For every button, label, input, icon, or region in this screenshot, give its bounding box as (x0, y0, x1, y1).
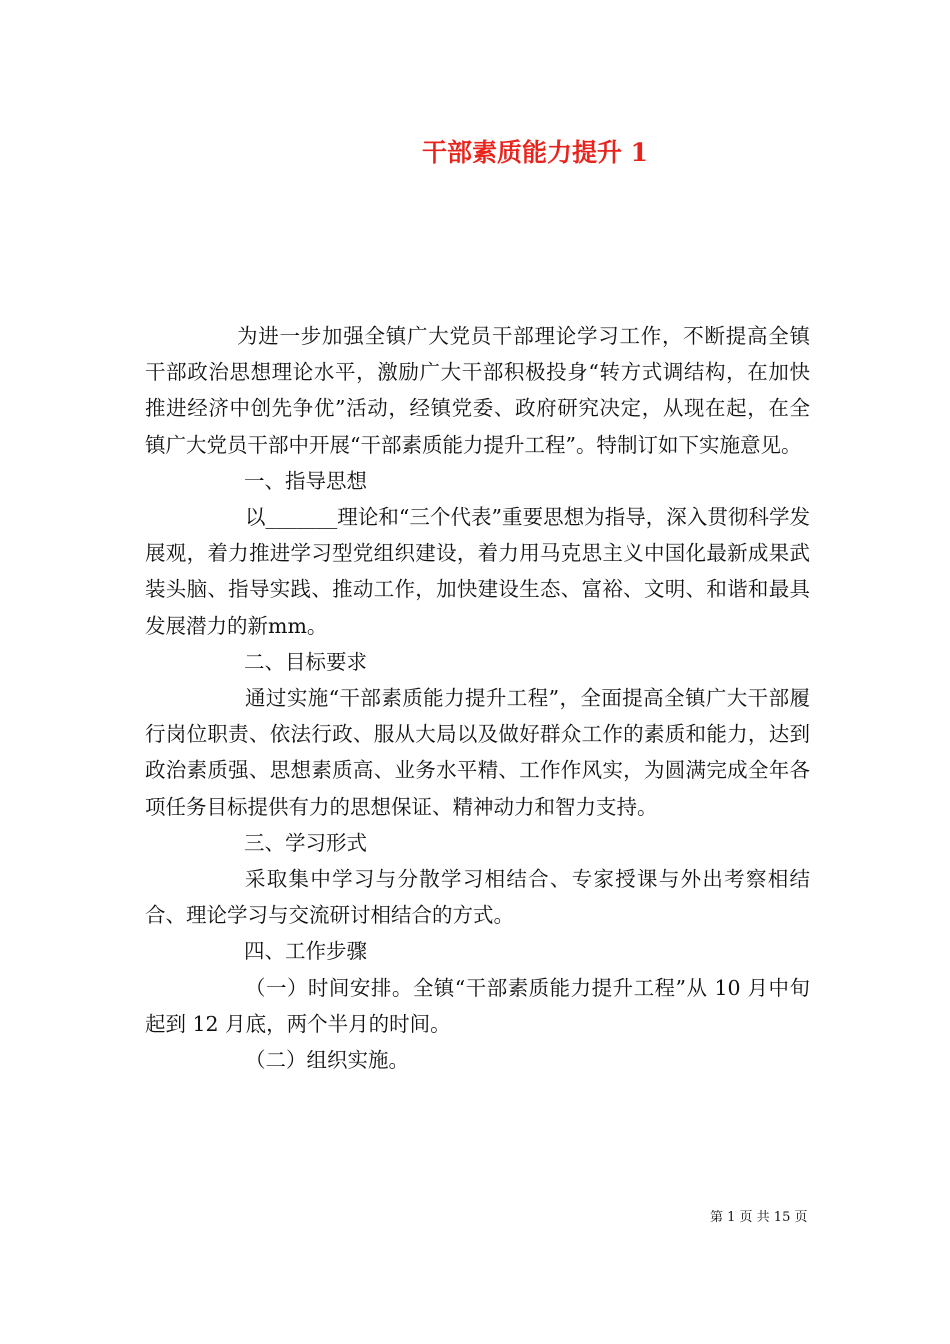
document-body (145, 318, 810, 1078)
section-heading-work-steps: 四、工作步骤 (244, 939, 367, 964)
goals-paragraph: 通过实施“干部素质能力提升工程”，全面提高全镇广大干部履行岗位职责、依法行政、服从大局以及做好群众工作的素质和能力，达到政治素质强、思想素质高、业务水平精、工作作风实，为圆满完成全年各项任务目标提供有力的思想保证、精神动力和智力支持。 (145, 686, 810, 819)
document-title: 干部素质能力提升 1 (421, 138, 649, 167)
learning-form-paragraph: 采取集中学习与分散学习相结合、专家授课与外出考察相结合、理论学习与交流研讨相结合的方式。 (145, 867, 810, 928)
guiding-thought-paragraph: 以_______理论和“三个代表”重要思想为指导，深入贯彻科学发展观，着力推进学习型党组织建设，着力用马克思主义中国化最新成果武装头脑、指导实践、推动工作，加快建设生态、富裕、文明、和谐和最具发展潜力的新mm。 (145, 505, 810, 638)
schedule-paragraph: （一）时间安排。全镇“干部素质能力提升工程”从 10 月中旬起到 12 月底，两个半月的时间。 (145, 975, 810, 1036)
page-number-footer: 第 1 页 共 15 页 (710, 1210, 808, 1225)
section-heading-guiding-thought: 一、指导思想 (244, 468, 367, 493)
section-heading-goals: 二、目标要求 (244, 649, 367, 674)
section-heading-learning-form: 三、学习形式 (244, 830, 367, 855)
intro-paragraph: 为进一步加强全镇广大党员干部理论学习工作，不断提高全镇干部政治思想理论水平，激励广大干部积极投身“转方式调结构，在加快推进经济中创先争优”活动，经镇党委、政府研究决定，从现在起，在全镇广大党员干部中开展“干部素质能力提升工程”。特制订如下实施意见。 (145, 324, 810, 457)
implementation-paragraph: （二）组织实施。 (245, 1048, 409, 1073)
